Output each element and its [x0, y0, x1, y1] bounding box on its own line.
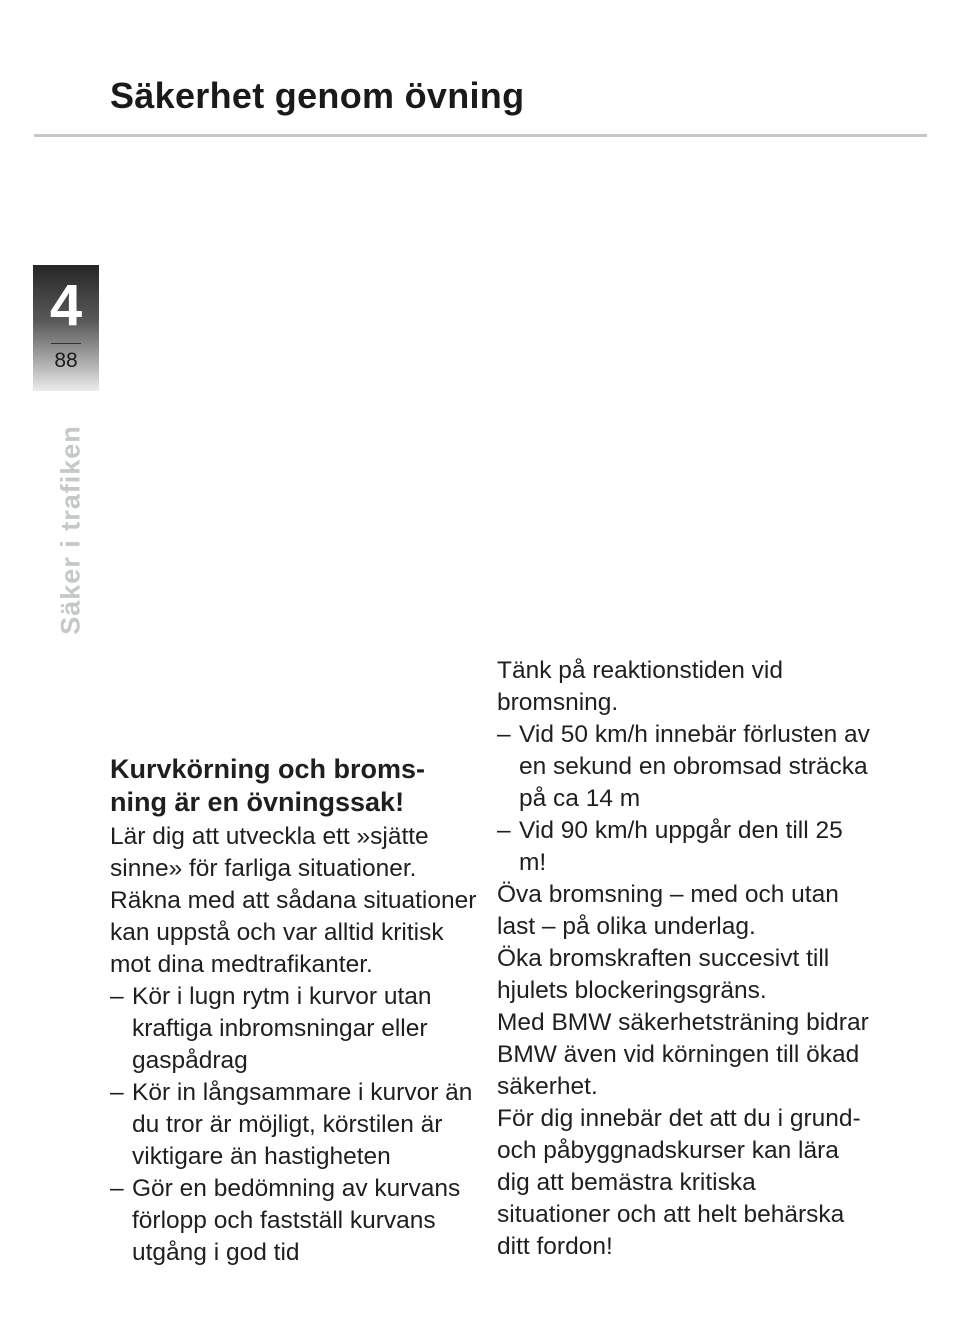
list-item [110, 1173, 485, 1269]
left-column [110, 753, 485, 1269]
chapter-number: 4 [49, 273, 83, 338]
body-paragraph: Öka bromskraften succesivt till hjulets blockeringsgräns. [497, 945, 830, 1004]
body-paragraph: För dig innebär det att du i grund- och påbyggnadskurser kan lära dig att bemästra kritiska situationer och att helt behärska ditt fordon! [497, 1105, 861, 1260]
title-divider [34, 134, 927, 137]
chapter-side-label: Säker i trafiken [55, 425, 86, 635]
list-item-text: Gör en bedömning av kurvans förlopp och fastställ kurvans utgång i god tid [132, 1175, 461, 1266]
section-heading-line1: Kurvkörning och broms- [110, 754, 426, 784]
body-paragraph: Öva bromsning – med och utan last – på olika underlag. [497, 881, 839, 940]
bullet-dash: – [497, 817, 511, 844]
bullet-dash: – [110, 1079, 124, 1106]
bullet-dash: – [110, 983, 124, 1010]
list-item [110, 1077, 485, 1173]
section-heading [110, 753, 485, 819]
list-item [497, 719, 872, 815]
intro-paragraph: Lär dig att utveckla ett »sjätte sinne» för farliga situationer. [110, 823, 429, 882]
list-item-text: Vid 90 km/h uppgår den till 25 m! [519, 817, 843, 876]
section-heading-line2: ning är en övningssak! [110, 787, 405, 817]
body-paragraph: Med BMW säkerhetsträning bidrar BMW även vid körningen till ökad säkerhet. [497, 1009, 869, 1100]
chapter-divider [51, 343, 81, 344]
page-number: 88 [54, 349, 78, 372]
bullet-dash: – [497, 721, 511, 748]
intro-paragraph: Räkna med att sådana situationer kan uppstå och var alltid kritisk mot dina medtrafikanter. [110, 887, 477, 978]
curve-tips-list [110, 981, 485, 1269]
bullet-dash: – [110, 1175, 124, 1202]
list-item [110, 981, 485, 1077]
braking-distance-list [497, 719, 872, 879]
page-title: Säkerhet genom övning [110, 75, 525, 116]
list-item-text: Kör in långsammare i kurvor än du tror är möjligt, körstilen är viktigare än hastigheten [132, 1079, 473, 1170]
list-item-text: Kör i lugn rytm i kurvor utan kraftiga inbromsningar eller gaspådrag [132, 983, 432, 1074]
chapter-tab [33, 265, 99, 391]
right-column [497, 655, 872, 1263]
list-item [497, 815, 872, 879]
reaction-time-paragraph: Tänk på reaktionstiden vid bromsning. [497, 657, 783, 716]
list-item-text: Vid 50 km/h innebär förlusten av en sekund en obromsad sträcka på ca 14 m [519, 721, 870, 812]
